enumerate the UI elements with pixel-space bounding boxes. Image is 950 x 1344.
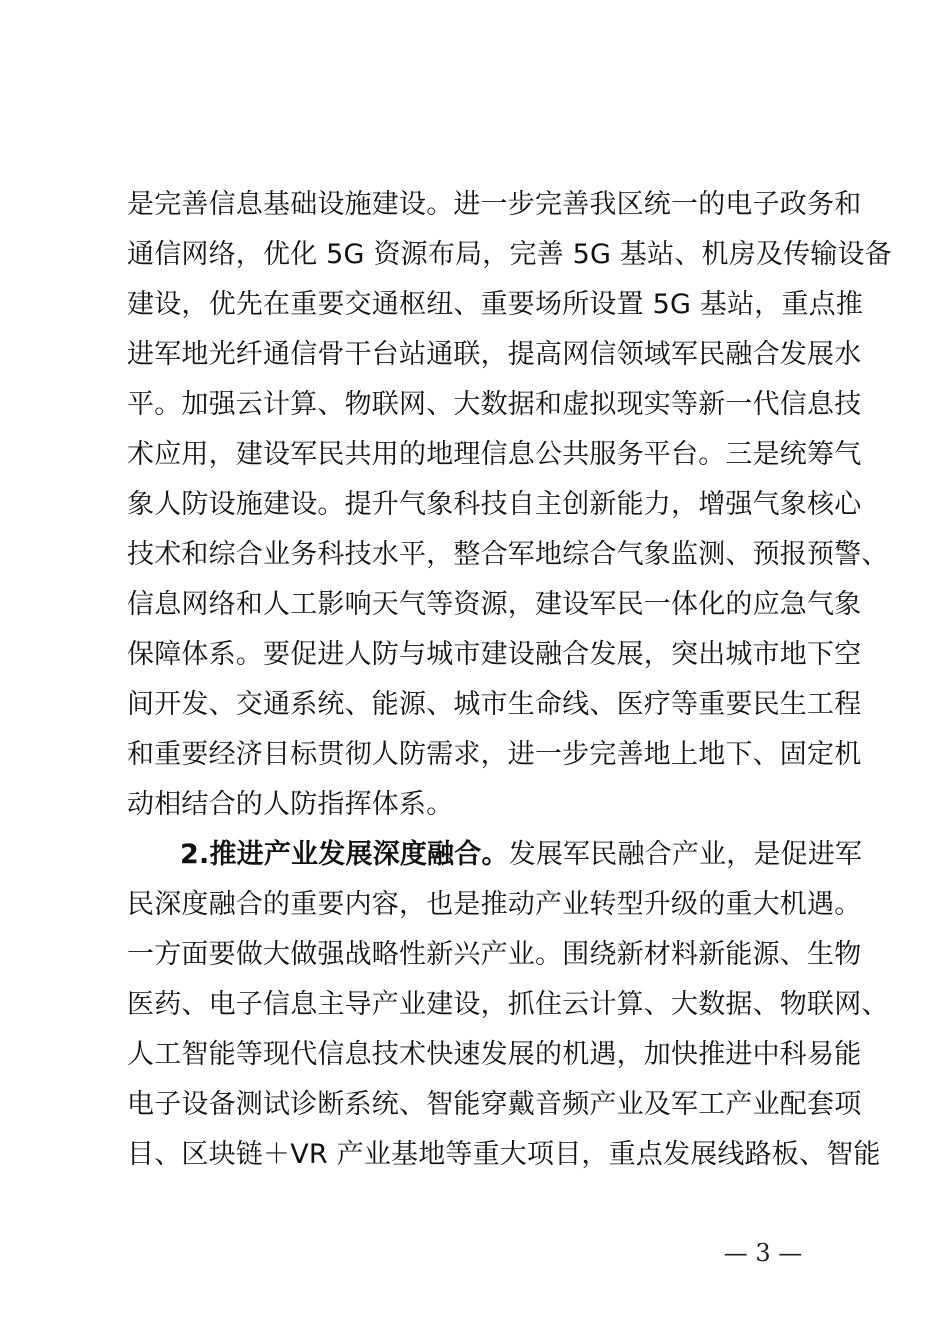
text-line: 平。加强云计算、物联网、大数据和虚拟现实等新一代信息技: [127, 389, 862, 420]
text-line: 保障体系。要促进人防与城市建设融合发展，突出城市地下空: [127, 639, 862, 670]
text-line: 电子设备测试诊断系统、智能穿戴音频产业及军工产业配套项: [127, 1089, 862, 1120]
section-heading-line: [180, 835, 900, 875]
text-line: 通信网络，优化 5G 资源布局，完善 5G 基站、机房及传输设备: [127, 239, 892, 270]
text-line: 人工智能等现代信息技术快速发展的机遇，加快推进中科易能: [127, 1039, 862, 1070]
page-number: — 3 —: [723, 1239, 803, 1267]
text-line: 技术和综合业务科技水平，整合军地综合气象监测、预报预警、: [127, 539, 889, 570]
text-line: 一方面要做大做强战略性新兴产业。围绕新材料新能源、生物: [127, 939, 862, 970]
text-line: 目、区块链＋VR 产业基地等重大项目，重点发展线路板、智能: [127, 1139, 881, 1170]
text-line: 信息网络和人工影响天气等资源，建设军民一体化的应急气象: [127, 589, 862, 620]
text-line: 建设，优先在重要交通枢纽、重要场所设置 5G 基站，重点推: [127, 289, 864, 320]
text-line: 和重要经济目标贯彻人防需求，进一步完善地上地下、固定机: [127, 739, 862, 770]
text-line: 动相结合的人防指挥体系。: [127, 789, 454, 820]
text-line: 进军地光纤通信骨干台站通联，提高网信领域军民融合发展水: [127, 339, 862, 370]
text-line: 象人防设施建设。提升气象科技自主创新能力，增强气象核心: [127, 489, 862, 520]
heading-line-text: 发展军民融合产业，是促进军: [508, 839, 863, 870]
text-line: 医药、电子信息主导产业建设，抓住云计算、大数据、物联网、: [127, 989, 889, 1020]
text-line: 术应用，建设军民共用的地理信息公共服务平台。三是统筹气: [127, 439, 862, 470]
text-line: 民深度融合的重要内容，也是推动产业转型升级的重大机遇。: [127, 889, 862, 920]
text-line: 是完善信息基础设施建设。进一步完善我区统一的电子政务和: [127, 189, 862, 220]
section-heading: 2.推进产业发展深度融合。: [180, 839, 509, 870]
text-line: 间开发、交通系统、能源、城市生命线、医疗等重要民生工程: [127, 689, 862, 720]
